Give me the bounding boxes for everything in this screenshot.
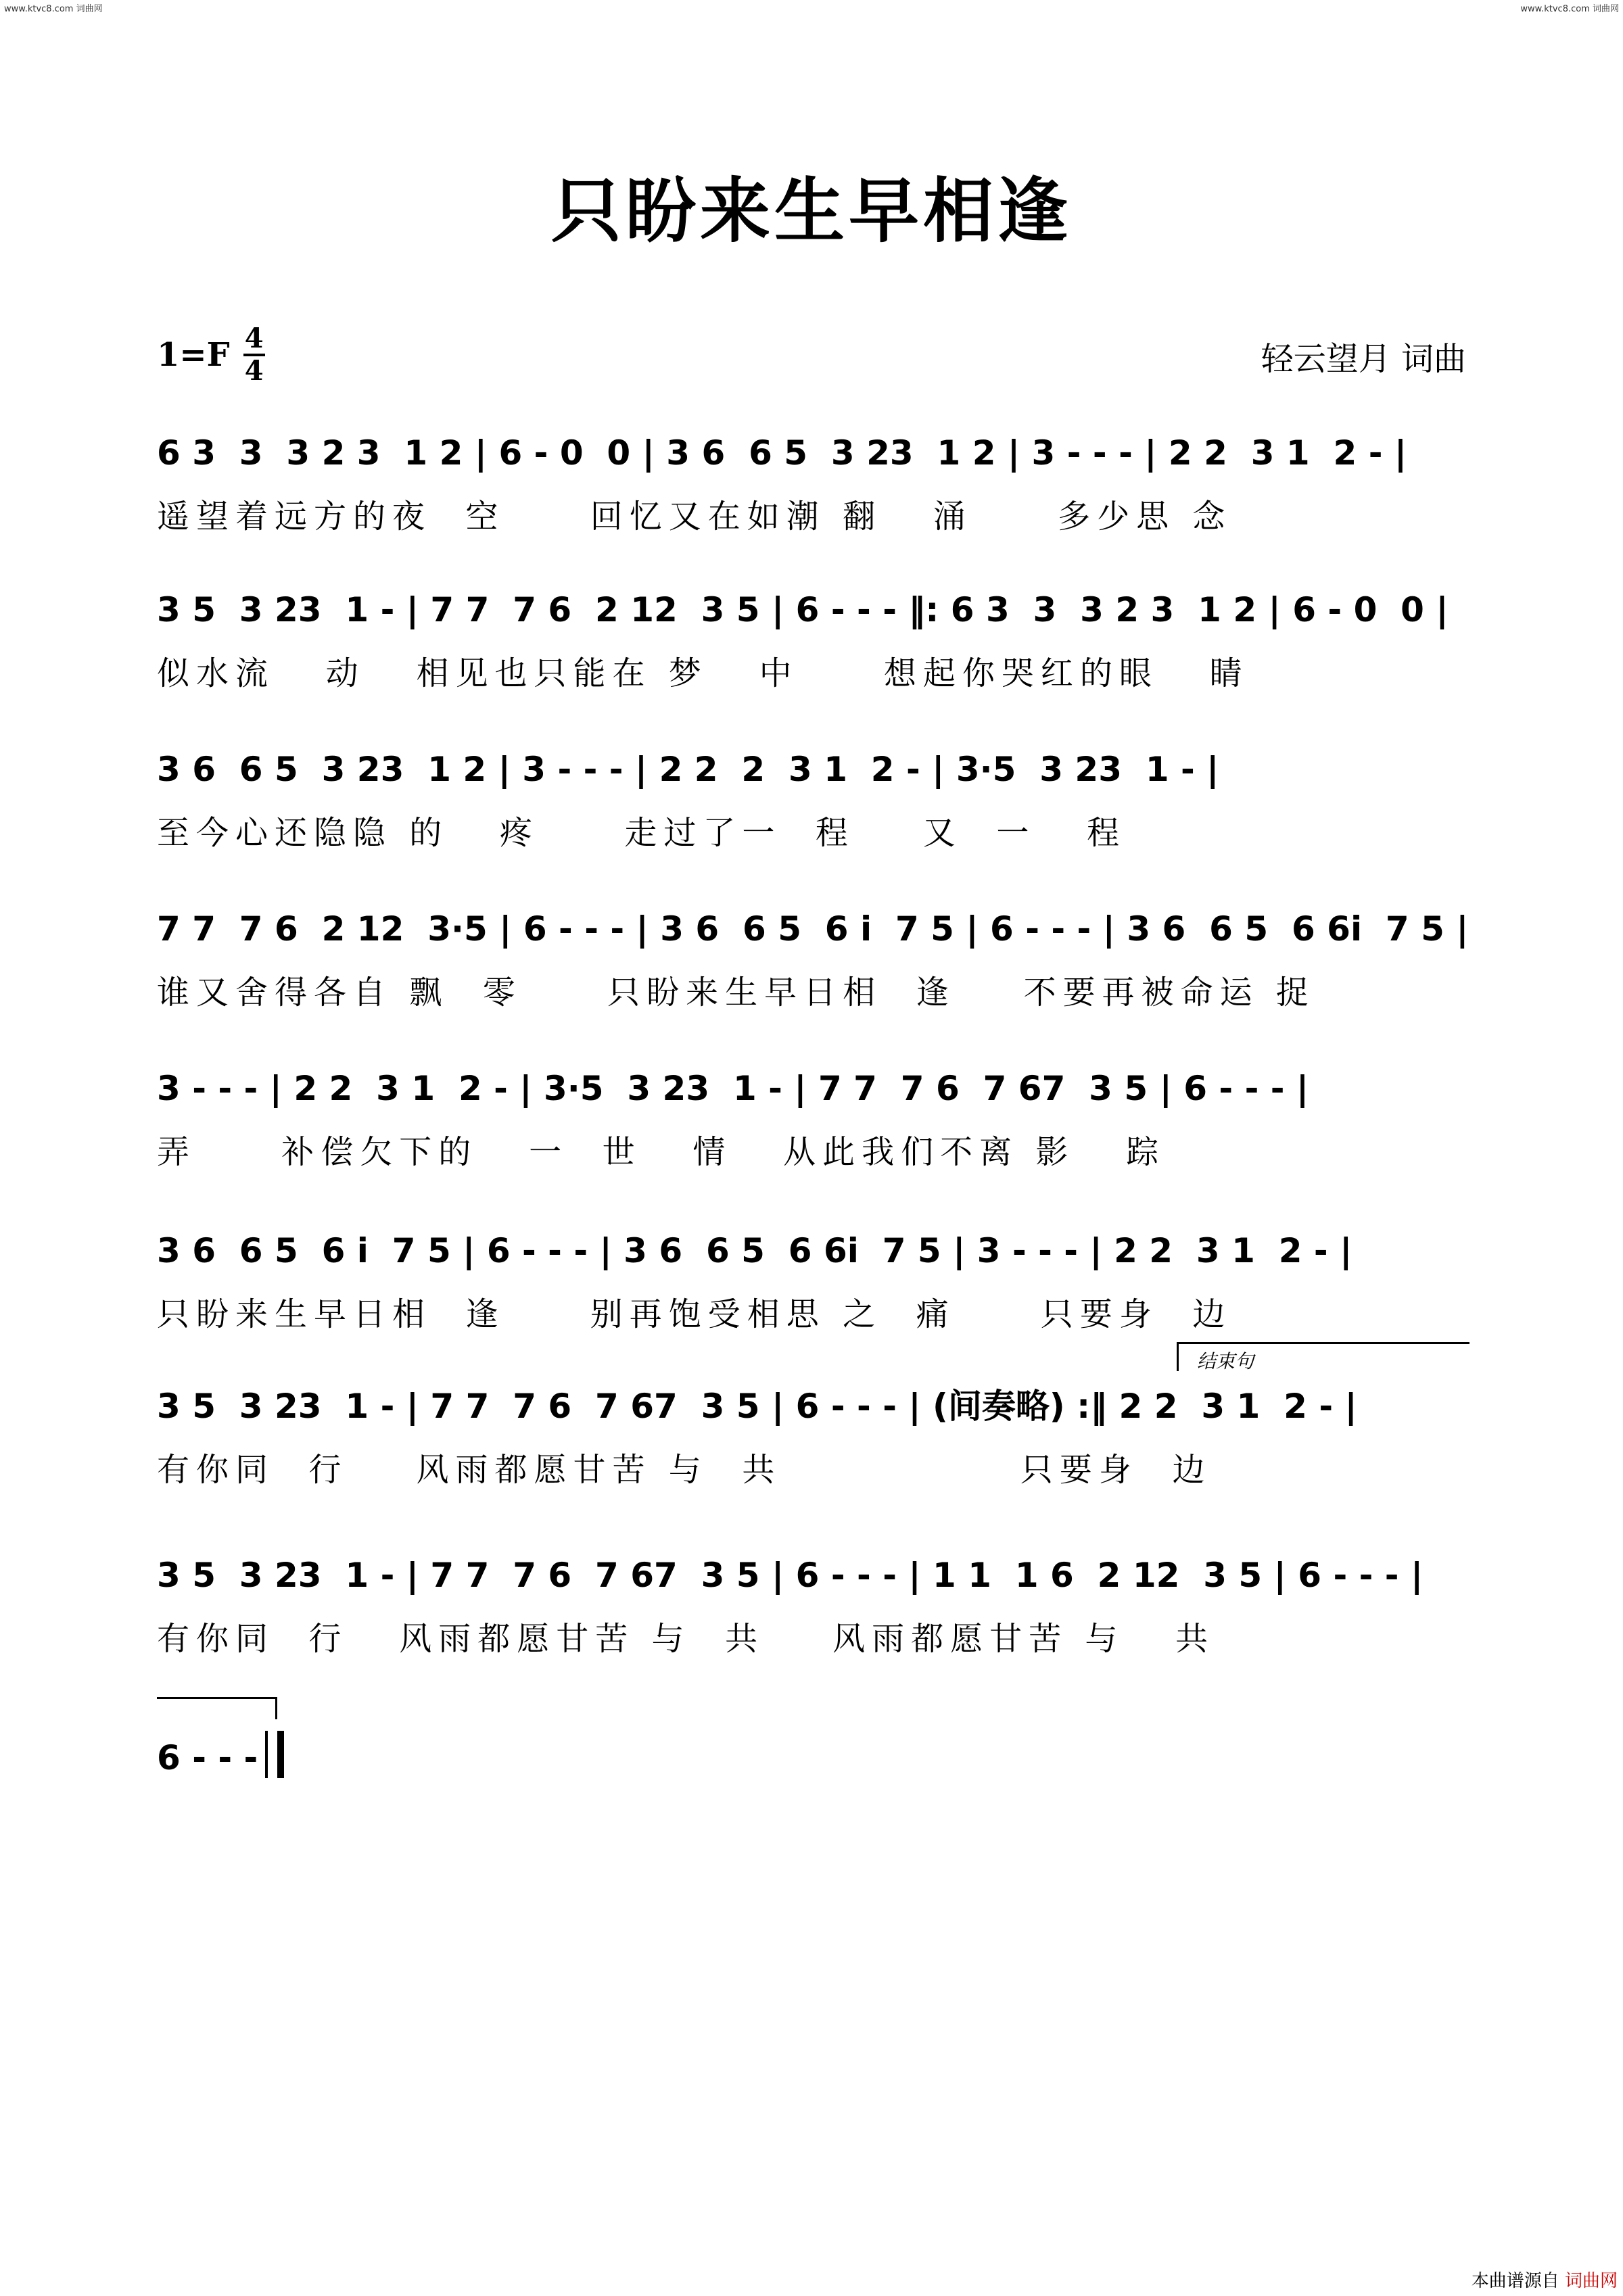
header-right-site: www.ktvc8.com 词曲网: [1520, 4, 1619, 14]
final-notes: 6 - - -: [157, 1738, 258, 1777]
header-left-site: www.ktvc8.com 词曲网: [4, 4, 103, 14]
lyrics-line: 有你同 行 风雨都愿甘苦 与 共 只要身 边: [157, 1451, 1212, 1489]
lyrics-line: 至今心还隐隐 的 疼 走过了一 程 又 一 程: [157, 814, 1127, 852]
lyrics-line: 遥望着远方的夜 空 回忆又在如潮 翻 涌 多少思 念: [157, 498, 1232, 535]
score-system-3: [157, 742, 1469, 878]
time-signature: [243, 322, 265, 387]
score-system-6: [157, 1224, 1469, 1359]
lyrics-line: 弄 补偿欠下的 一 世 情 从此我们不离 影 踪: [157, 1133, 1166, 1171]
footer-text: 本曲谱源自: [1471, 2271, 1565, 2291]
footer-source: [1472, 2267, 1618, 2292]
notes-line: 3 6 6 5 6 i 7 5 | 6 - - - | 3 6 6 5 6 6i 7 5 | 3 - - - | 2 2 3 1 2 - |: [157, 1231, 1352, 1270]
song-title: 只盼来生早相逢: [550, 169, 1072, 252]
notes-line: 3 5 3 23 1 - | 7 7 7 6 7 67 3 5 | 6 - - - | 1 1 1 6 2 12 3 5 | 6 - - - |: [157, 1556, 1424, 1595]
notes-line: 3 - - - | 2 2 3 1 2 - | 3·5 3 23 1 - | 7 7 7 6 7 67 3 5 | 6 - - - |: [157, 1069, 1309, 1108]
lyrics-line: 谁又舍得各自 飘 零 只盼来生早日相 逢 不要再被命运 捉: [157, 974, 1315, 1011]
ending-label: 结束句: [1197, 1350, 1254, 1372]
lyrics-line: 似水流 动 相见也只能在 梦 中 想起你哭红的眼 睛: [157, 654, 1249, 692]
score-system-1: [157, 426, 1469, 561]
footer-site: 词曲网: [1564, 2271, 1618, 2291]
key-signature: [157, 322, 265, 387]
time-denominator: 4: [244, 355, 264, 387]
author-credit: 轻云望月 词曲: [1261, 340, 1466, 378]
score-system-7: [157, 1379, 1469, 1514]
key-label: 1=F: [157, 336, 230, 374]
final-double-barline: [265, 1731, 284, 1778]
notes-line: 3 6 6 5 3 23 1 2 | 3 - - - | 2 2 2 3 1 2 - | 3·5 3 23 1 - |: [157, 750, 1219, 789]
score-system-5: [157, 1061, 1469, 1197]
notes-line: 6 3 3 3 2 3 1 2 | 6 - 0 0 | 3 6 6 5 3 23 1 2 | 3 - - - | 2 2 3 1 2 - |: [157, 433, 1407, 473]
notes-line: 7 7 7 6 2 12 3·5 | 6 - - - | 3 6 6 5 6 i 7 5 | 6 - - - | 3 6 6 5 6 6i 7 5 |: [157, 909, 1469, 949]
notes-line: 3 5 3 23 1 - | 7 7 7 6 7 67 3 5 | 6 - - - | (间奏略) :‖ 2 2 3 1 2 - |: [157, 1387, 1357, 1426]
time-numerator: 4: [243, 325, 265, 356]
score-system-2: [157, 583, 1469, 718]
score-system-4: [157, 902, 1469, 1037]
score-system-8: [157, 1548, 1469, 1683]
lyrics-line: 有你同 行 风雨都愿甘苦 与 共 风雨都愿甘苦 与 共: [157, 1620, 1215, 1658]
notes-line: 3 5 3 23 1 - | 7 7 7 6 2 12 3 5 | 6 - - - ‖: 6 3 3 3 2 3 1 2 | 6 - 0 0 |: [157, 590, 1449, 629]
lyrics-line: 只盼来生早日相 逢 别再饱受相思 之 痛 只要身 边: [157, 1295, 1232, 1333]
